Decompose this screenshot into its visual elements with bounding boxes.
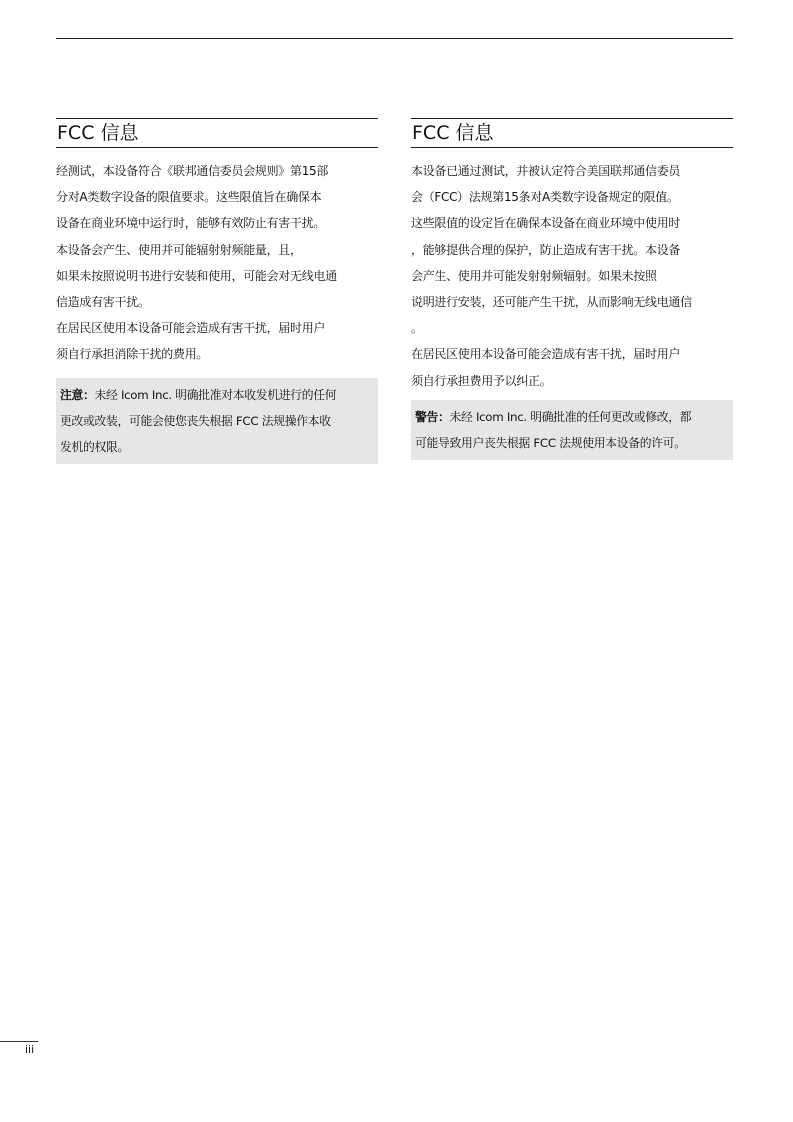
text-line: 经测试，本设备符合《联邦通信委员会规则》第15部 [56,164,329,178]
text-line: 会产生、使用并可能发射射频辐射。如果未按照 [411,268,657,283]
header-rule [56,38,733,39]
section-title: FCC 信息 [56,118,378,148]
note-line: 更改或改装，可能会使您丧失根据 FCC 法规操作本收 [60,413,331,428]
footer-rule [0,1041,38,1042]
note-line: 可能导致用户丧失根据 FCC 法规使用本设备的许可。 [415,435,686,450]
body-text [411,158,733,394]
note-line: 发机的权限。 [60,439,129,454]
text-line: 这些限值的设定旨在确保本设备在商业环境中使用时 [411,216,681,231]
caution-note [56,378,378,465]
note-first-line [60,382,374,408]
note-first-line [415,404,729,430]
text-line: 设备在商业环境中运行时，能够有效防止有害干扰。 [56,216,326,231]
page-number: iii [25,1043,35,1056]
text-line: 在居民区使用本设备可能会造成有害干扰，届时用户 [56,321,326,336]
section-title: FCC 信息 [411,118,733,148]
text-line: 须自行承担费用予以纠正。 [411,373,552,388]
note-text: 未经 Icom Inc. 明确批准的任何更改或修改，都 [449,409,692,424]
text-line: 如果未按照说明书进行安装和使用，可能会对无线电通 [56,268,337,283]
text-line: 说明进行安装，还可能产生干扰，从而影响无线电通信 [411,294,692,309]
text-line: 本设备已通过测试，并被认定符合美国联邦通信委员 [411,164,681,178]
text-line: 本设备会产生、使用并可能辐射射频能量，且， [56,242,302,257]
text-line: 须自行承担消除干扰的费用。 [56,347,209,362]
left-column [56,118,378,464]
text-line: 在居民区使用本设备可能会造成有害干扰，届时用户 [411,347,681,362]
note-text: 未经 Icom Inc. 明确批准对本收发机进行的任何 [94,387,337,402]
warning-note [411,400,733,460]
text-line: 。 [411,321,423,336]
right-column [411,118,733,460]
body-text [56,158,378,368]
text-line: 会（FCC）法规第15条对A类数字设备规定的限值。 [411,190,679,205]
note-label: 警告： [415,409,450,424]
text-line: 信造成有害干扰。 [56,294,150,309]
text-line: 分对A类数字设备的限值要求。这些限值旨在确保本 [56,190,322,205]
text-line: ，能够提供合理的保护，防止造成有害干扰。本设备 [411,242,681,257]
note-label: 注意： [60,387,95,402]
